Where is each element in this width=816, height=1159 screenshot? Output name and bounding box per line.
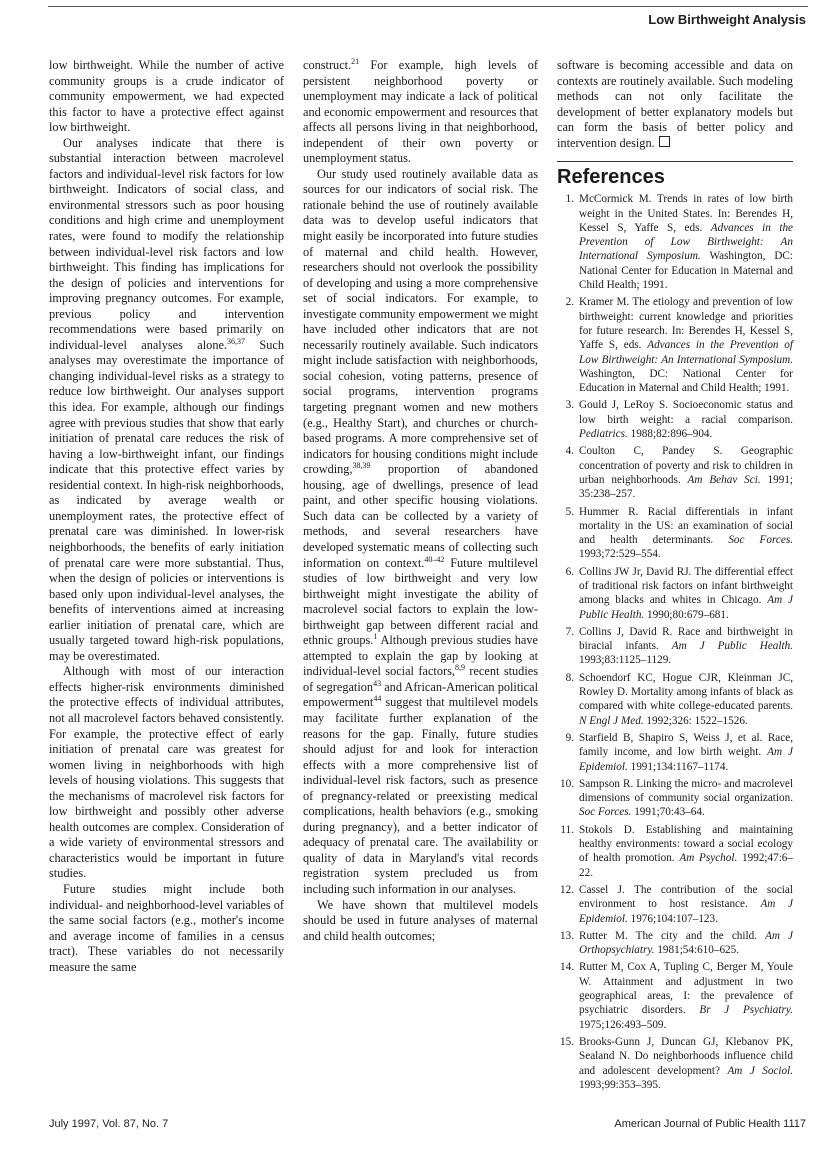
reference-item: 1. McCormick M. Trends in rates of low birth weight in the United States. In: Berendes H, Kessel S, Yaffe S, eds. Advances in the Prevention of Low Birthweight: An International Symposium. Washington, DC: National Center for Education in Maternal and Child Health; 1991. xyxy=(557,192,793,292)
reference-number: 5. xyxy=(565,505,574,518)
paragraph: Our study used routinely available data as sources for our indicators of social risk. The rationale behind the use of routinely available data was to develop useful indicators that might easily be incorporated into future studies of maternal and child health. However, researchers should not overlook the possibility of developing and using a more comprehensive set of social indicators. For example, to investigate community empowerment we might have included other indicators that are not necessarily routinely available. Such indicators might include satisfaction with neighborhoods, social cohesion, voting patterns, presence of social programs, intervention programs targeting pregnant women and new mothers (e.g., Healthy Start), and churches or church-based programs. A more comprehensive set of indicators for housing conditions might include crowding,$^{38,39}$ proportion of abandoned housing, age of dwellings, presence of lead paint, and other specific housing violations. Such data can be collected by a variety of methods, and several researchers have developed systematic means of collecting such information on context.$^{40-42}$ Future multilevel studies of low birthweight and very low birthweight might investigate the ability of macrolevel social factors to explain the low-birthweight gap between different racial and ethnic groups.$^1$ Although previous studies have attempted to explain the gap by looking at individual-level social factors,$^{8,9}$ recent studies of segregation$^{43}$ and African-American political empowerment$^{44}$ suggest that multilevel models may facilitate further explanation of the reasons for the gap. Finally, future studies should adjust for and look for interaction effects with a more comprehensive list of individual-level risk factors, such as presence of pregnancy-related or preexisting medical complications, health behaviors (e.g., smoking during pregnancy), and a better indicator of adequacy of prenatal care. The availability or quality of data in Maryland's vital records registration system precluded us from including such information in our analyses. xyxy=(303,166,539,896)
references-rule xyxy=(557,161,793,162)
reference-item: 2. Kramer M. The etiology and prevention of low birthweight: current knowledge and priorities for future research. In: Berendes H, Kessel S, Yaffe S, eds. Advances in the Prevention of Low Birthweight: An International Symposium. Washington, DC: National Center for Education in Maternal and Child Health; 1991. xyxy=(557,295,793,395)
reference-item: 3. Gould J, LeRoy S. Socioeconomic status and low birth weight: a racial comparison. Pediatrics. 1988;82:896–904. xyxy=(557,398,793,441)
reference-item: 5. Hummer R. Racial differentials in infant mortality in the US: an examination of social and health determinants. Soc Forces. 1993;72:529–554. xyxy=(557,505,793,562)
reference-number: 7. xyxy=(565,625,574,638)
running-title: Low Birthweight Analysis xyxy=(648,12,806,27)
column-3 xyxy=(557,58,793,1095)
paragraph: software is becoming accessible and data on contexts are routinely available. Such modeling methods can not only facilitate the development of better explanatory models but can form the basis of better policy and intervention design. xyxy=(557,58,793,150)
end-mark-icon xyxy=(659,136,670,147)
header-rule xyxy=(48,6,808,7)
reference-item: 15. Brooks-Gunn J, Duncan GJ, Klebanov PK, Sealand N. Do neighborhoods influence child and adolescent development? Am J Sociol. 1993;99:353–395. xyxy=(557,1035,793,1092)
reference-number: 13. xyxy=(560,929,574,942)
reference-item: 12. Cassel J. The contribution of the social environment to host resistance. Am J Epidemiol. 1976;104:107–123. xyxy=(557,883,793,926)
footer-journal: American Journal of Public Health 1117 xyxy=(614,1118,806,1130)
reference-number: 14. xyxy=(560,961,574,974)
paragraph: We have shown that multilevel models should be used in future analyses of maternal and child health outcomes; xyxy=(303,897,538,943)
reference-item: 4. Coulton C, Pandey S. Geographic concentration of poverty and risk to children in urban neighborhoods. Am Behav Sci. 1991; 35:238–257. xyxy=(557,444,793,501)
paragraph: construct.$^{21}$ For example, high levels of persistent neighborhood poverty or unemployment may indicate a lack of political and economic empowerment and resources that affects all persons living in that neighborhood, independent of their own poverty or unemployment status. xyxy=(303,56,538,166)
reference-item: 11. Stokols D. Establishing and maintaining healthy environments: toward a social ecology of health promotion. Am Psychol. 1992;47:6–22. xyxy=(557,823,793,880)
reference-number: 15. xyxy=(560,1035,574,1048)
reference-item: 7. Collins J, David R. Race and birthweight in biracial infants. Am J Public Health. 1993;83:1125–1129. xyxy=(557,625,793,668)
reference-number: 3. xyxy=(565,399,574,412)
reference-number: 1. xyxy=(565,193,574,206)
reference-item: 9. Starfield B, Shapiro S, Weiss J, et al. Race, family income, and low birth weight. Am J Epidemiol. 1991;134:1167–1174. xyxy=(557,731,793,774)
reference-number: 8. xyxy=(565,671,574,684)
paragraph: Although with most of our interaction effects higher-risk environments diminished the protective effects of individual attributes, not all macrolevel factors behaved consistently. For example, the protective effect of early initiation of prenatal care was greatest for women living in neighborhoods with high levels of housing violations. This suggests that the mechanisms of macrolevel risk factors for low birthweight and possibly other adverse health outcomes are complex. Consideration of a wide variety of environmental stressors and characteristics would be important in future studies. xyxy=(49,664,284,881)
paragraph: Our analyses indicate that there is substantial interaction between macrolevel factors and individual-level risk factors for low birthweight. Indicators of social class, and environmental stressors such as poor housing conditions and high crime and unemployment rates, were found to modify the relationship between individual-level risk factors and low birthweight. This finding has implications for the design of policies and interventions for improving pregnancy outcomes. For example, previous policy and intervention recommendations were based primarily on individual-level analyses alone.$^{36,37}$ Such analyses may overestimate the importance of changing individual-level risks as a strategy to reduce low birthweight. Our analyses support this idea. For example, although our findings agree with previous studies that show that early initiation of prenatal care reduces the risk of having a low-birthweight infant, our findings indicate that this protective effect varies by residential context. In high-risk neighborhoods, as indicated by average wealth or unemployment rates, the protective effect of prenatal care was diminished. In lower-risk neighborhoods, the benefits of early initiation of prenatal care were more substantial. Thus, when the design of policies or interventions is based only upon individual-level analyses, the benefits of interventions aimed at increasing earlier initiation of prenatal care, which are usually targeted toward high-risk populations, may be overestimated. xyxy=(49,135,284,663)
reference-list xyxy=(557,192,793,1092)
reference-item: 13. Rutter M. The city and the child. Am J Orthopsychiatry. 1981;54:610–625. xyxy=(557,929,793,958)
reference-number: 9. xyxy=(565,731,574,744)
reference-item: 8. Schoendorf KC, Hogue CJR, Kleinman JC, Rowley D. Mortality among infants of black as compared with white college-educated parents. N Engl J Med. 1992;326: 1522–1526. xyxy=(557,671,793,728)
reference-item: 10. Sampson R. Linking the micro- and macrolevel dimensions of community social organization. Soc Forces. 1991;70:43–64. xyxy=(557,777,793,820)
column-1 xyxy=(49,58,284,975)
reference-item: 14. Rutter M, Cox A, Tupling C, Berger M, Youle W. Attainment and adjustment in two geographical areas, I: the prevalence of psychiatric disorders. Br J Psychiatry. 1975;126:493–509. xyxy=(557,960,793,1031)
reference-number: 11. xyxy=(560,823,574,836)
reference-number: 4. xyxy=(565,445,574,458)
references-heading: References xyxy=(557,166,665,189)
paragraph: Future studies might include both individual- and neighborhood-level variables of the same social factors (e.g., mother's income and average income of families in a census tract). These variables do not necessarily measure the same xyxy=(49,881,284,974)
reference-number: 12. xyxy=(560,883,574,896)
reference-item: 6. Collins JW Jr, David RJ. The differential effect of traditional risk factors on infant birthweight among blacks and whites in Chicago. Am J Public Health. 1990;80:679–681. xyxy=(557,565,793,622)
paragraph: low birthweight. While the number of active community groups is a crude indicator of community empowerment, we had expected this factor to have a protective effect against low birthweight. xyxy=(49,58,284,135)
reference-number: 6. xyxy=(565,565,574,578)
reference-number: 10. xyxy=(560,777,574,790)
footer-issue: July 1997, Vol. 87, No. 7 xyxy=(49,1118,169,1130)
reference-number: 2. xyxy=(565,296,574,309)
column-2 xyxy=(303,58,538,944)
